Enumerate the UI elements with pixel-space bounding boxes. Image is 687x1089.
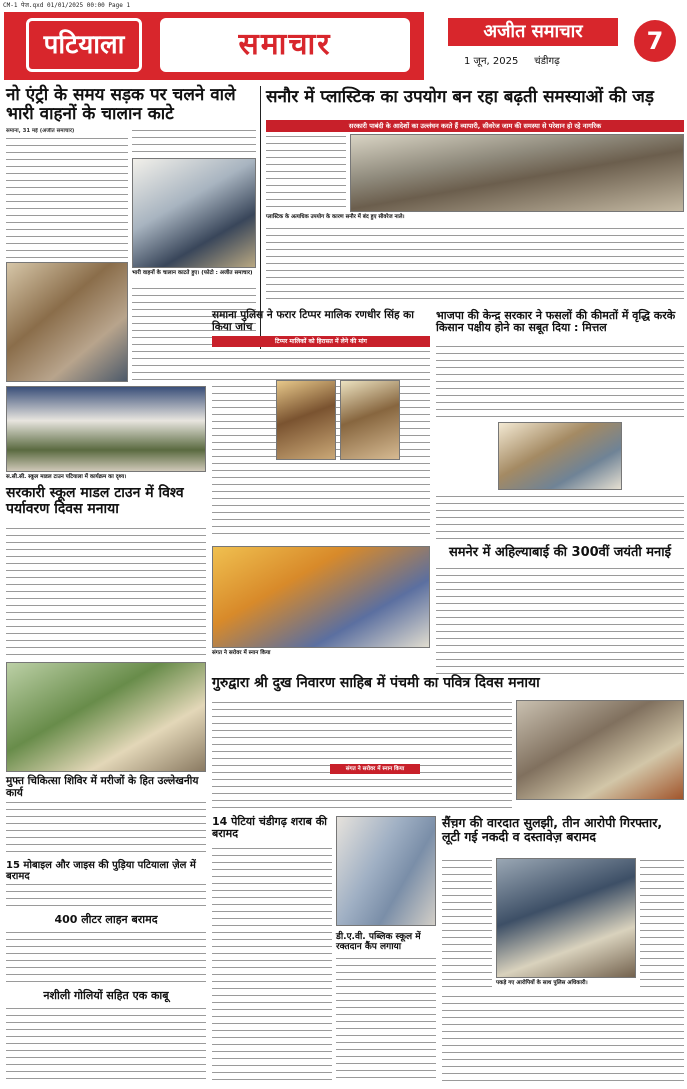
edition-date-line	[464, 52, 614, 72]
story-8-headline: मुफ्त चिकित्सा शिविर में मरीजों के हित उल्लेखनीय कार्य	[6, 775, 199, 799]
story-1-dateline: समाना, 31 मई (अजीत समाचार)	[6, 128, 75, 134]
story-7-caption: संगत ने सरोवर में स्नान किया	[212, 650, 271, 656]
story-3-headline: समाना पुलिस ने फरार टिप्पर मालिक रणधीर सिंह का किया जांच	[212, 309, 414, 333]
story-7-body	[212, 700, 512, 810]
story-1-photo-2	[132, 158, 256, 268]
story-7-headline: गुरुद्वारा श्री दुख निवारण साहिब में पंचमी का पवित्र दिवस मनाया	[212, 675, 540, 691]
story-2-body	[266, 226, 684, 304]
story-3-portrait-2	[340, 380, 400, 460]
story-12-body-2	[212, 1000, 332, 1084]
story-14-caption: पकड़े गए आरोपियों के साथ पुलिस अधिकारी।	[496, 980, 588, 986]
print-slug: CM-1 पेज.qxd 01/01/2025 00:00 Page 1	[3, 2, 131, 9]
story-10-body	[6, 930, 206, 986]
story-14-photo	[496, 858, 636, 978]
story-12-headline: 14 पेटियां चंडीगढ़ शराब की बरामद	[212, 815, 328, 841]
story-5-photo-2	[6, 662, 206, 772]
story-2-headline: सनौर में प्लास्टिक का उपयोग बन रहा बढ़ती समस्याओं की जड़	[266, 87, 654, 107]
story-13-photo	[336, 816, 436, 926]
edition-city: चंडीगढ़	[534, 56, 560, 67]
story-2-caption: प्लास्टिक के अत्यधिक उपयोग के कारण सनौर में बंद हुए सीवरेज नाले।	[266, 214, 405, 220]
masthead-band	[4, 12, 424, 80]
story-6-body	[436, 566, 684, 674]
story-1-text	[6, 128, 128, 260]
story-6-headline: समनेर में अहिल्याबाई की 300वीं जयंती मनाई	[448, 545, 672, 560]
story-11-body	[6, 1006, 206, 1084]
story-4-headline: भाजपा की केन्द्र सरकार ने फसलों की कीमतों में वृद्धि करके किसान पक्षीय होने का सबूत दिया : मित्तल	[436, 309, 676, 335]
story-1-column-2	[132, 128, 256, 154]
story-1-column	[6, 136, 128, 260]
masthead	[4, 12, 684, 80]
story-1-caption: भारी वाहनों के चालान काटते हुए। (फोटो : अजीत समाचार)	[132, 270, 253, 276]
newspaper-brand: अजीत समाचार	[448, 18, 618, 46]
story-5-body	[6, 526, 206, 658]
story-2-photo	[350, 134, 684, 212]
story-1-photo	[6, 262, 128, 382]
edition-date: 1 जून, 2025	[464, 56, 519, 67]
section-logo-left: पटियाला	[26, 18, 142, 72]
story-7-photo	[212, 546, 430, 648]
story-14-column-3	[640, 858, 684, 988]
story-4-body-2	[436, 494, 684, 540]
story-11-headline: नशीली गोलियों सहित एक काबू	[43, 989, 169, 1002]
story-14-column-1	[442, 858, 492, 988]
story-5-headline: सरकारी स्कूल माडल टाउन में विश्व पर्यावरण दिवस मनाया	[6, 485, 184, 517]
story-2-strap: सरकारी पाबंदी के आदेशों का उल्लंघन करते हैं व्यापारी, सीवरेज जाम की समस्या से परेशान हो रहे नागरिक	[266, 120, 684, 132]
page-number: 7	[634, 20, 676, 62]
story-14-headline: सैंच़ग की वारदात सुलझी, तीन आरोपी गिरफ्तार, लूटी गई नकदी व दस्तावेज़ बरामद	[442, 815, 663, 844]
story-4-photo	[498, 422, 622, 490]
story-5-caption: स.सी.सी. स्कूल माडल टाउन पटियाला में कार्यक्रम का दृश्य।	[6, 474, 127, 480]
story-7-pullquote: संगत ने सरोवर में स्नान किया	[330, 764, 420, 774]
story-8-body	[6, 800, 206, 856]
story-5-photo	[6, 386, 206, 472]
story-7-photo-2	[516, 700, 684, 800]
masthead-right	[424, 12, 684, 80]
story-4-body	[436, 344, 684, 422]
story-10-headline: 400 लीटर लाहन बरामद	[54, 913, 158, 926]
story-13-headline: डी.ए.वी. पब्लिक स्कूल में रक्तदान कैंप लगाया	[336, 932, 421, 953]
story-12-body	[212, 846, 332, 996]
story-13-body	[336, 956, 436, 1084]
story-3-strap: टिप्पर मालिकों को हिरासत में लेने की मांग	[212, 336, 430, 347]
story-2-column-1	[266, 134, 346, 212]
story-9-headline: 15 मोबाइल और जाइस की पुड़िया पटियाला ज़ेल में बरामद	[6, 860, 196, 883]
story-9-body	[6, 882, 206, 910]
story-3-portrait-1	[276, 380, 336, 460]
story-1-headline: नो एंट्री के समय सड़क पर चलने वाले भारी वाहनों के चालान काटे	[6, 85, 236, 125]
story-14-body	[442, 994, 684, 1084]
section-logo-right: समाचार	[160, 18, 410, 72]
